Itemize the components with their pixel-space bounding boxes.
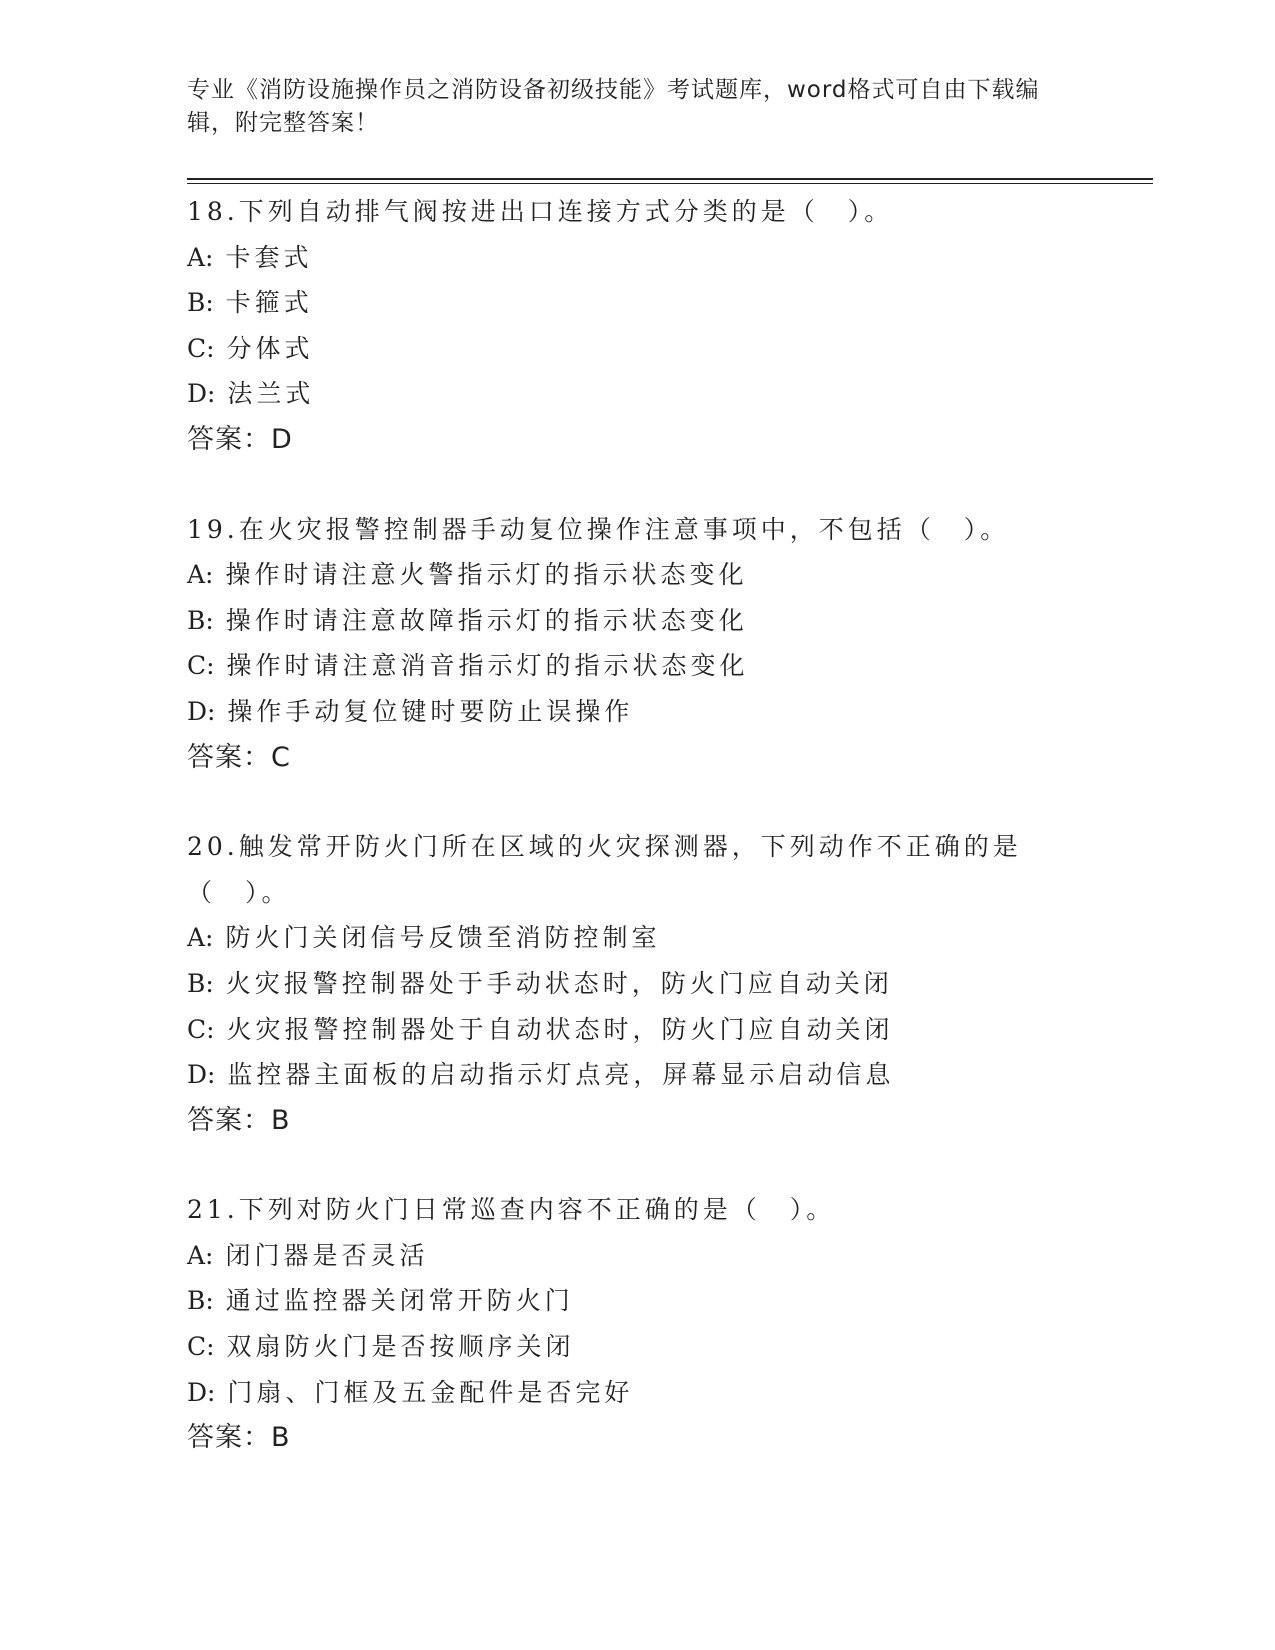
option-text: 火灾报警控制器处于手动状态时，防火门应自动关闭 — [225, 968, 893, 998]
option-c — [187, 1007, 1087, 1053]
option-key: C: — [187, 1014, 215, 1044]
option-text: 防火门关闭信号反馈至消防控制室 — [225, 923, 661, 953]
option-text: 双扇防火门是否按顺序关闭 — [226, 1332, 575, 1362]
option-text: 卡箍式 — [225, 288, 313, 318]
answer-line: 答案：C — [187, 741, 291, 773]
option-key: A: — [187, 1240, 214, 1270]
option-d — [187, 1370, 1087, 1416]
document-header: 专业《消防设施操作员之消防设备初级技能》考试题库，word格式可自由下载编辑，附完整答案！ — [187, 77, 1040, 136]
question-list — [187, 189, 1087, 1505]
answer-line: 答案：B — [187, 1104, 291, 1136]
option-key: D: — [187, 1377, 216, 1407]
option-c — [187, 326, 1087, 372]
option-b — [187, 961, 1087, 1007]
option-key: B: — [187, 288, 214, 318]
option-text: 操作时请注意故障指示灯的指示状态变化 — [225, 605, 748, 635]
header-divider-thick — [187, 178, 1153, 180]
option-text: 监控器主面板的启动指示灯点亮，屏幕显示启动信息 — [227, 1060, 895, 1090]
option-d — [187, 371, 1087, 417]
question-21 — [187, 1187, 1087, 1461]
option-c — [187, 643, 1087, 689]
question-stem: 18.下列自动排气阀按进出口连接方式分类的是（ ）。 — [187, 197, 894, 226]
option-text: 门扇、门框及五金配件是否完好 — [227, 1377, 634, 1407]
option-a — [187, 915, 1087, 961]
option-b — [187, 1278, 1087, 1324]
option-key: A: — [187, 242, 214, 272]
option-text: 火灾报警控制器处于自动状态时，防火门应自动关闭 — [226, 1014, 894, 1044]
option-d — [187, 689, 1087, 735]
option-key: D: — [187, 379, 216, 409]
option-key: A: — [187, 560, 214, 590]
question-19 — [187, 507, 1087, 781]
option-text: 分体式 — [226, 333, 314, 363]
option-key: B: — [187, 605, 214, 635]
option-text: 卡套式 — [225, 242, 313, 272]
option-key: D: — [187, 696, 216, 726]
option-a — [187, 235, 1087, 281]
option-key: B: — [187, 1286, 214, 1316]
option-key: C: — [187, 651, 215, 681]
option-c — [187, 1324, 1087, 1370]
option-b — [187, 280, 1087, 326]
option-a — [187, 1233, 1087, 1279]
option-key: C: — [187, 1332, 215, 1362]
question-stem: 20.触发常开防火门所在区域的火灾探测器，下列动作不正确的是（ ）。 — [187, 832, 1022, 907]
option-key: D: — [187, 1060, 216, 1090]
answer-line: 答案：D — [187, 423, 293, 455]
option-d — [187, 1052, 1087, 1098]
question-18 — [187, 189, 1087, 463]
option-text: 通过监控器关闭常开防火门 — [225, 1286, 574, 1316]
header-divider-thin — [187, 183, 1153, 184]
option-key: B: — [187, 968, 214, 998]
option-text: 法兰式 — [227, 379, 315, 409]
option-text: 闭门器是否灵活 — [225, 1240, 429, 1270]
option-key: C: — [187, 333, 215, 363]
option-text: 操作时请注意消音指示灯的指示状态变化 — [226, 651, 749, 681]
question-stem: 21.下列对防火门日常巡查内容不正确的是（ ）。 — [187, 1195, 836, 1225]
option-b — [187, 598, 1087, 644]
option-a — [187, 552, 1087, 598]
option-text: 操作手动复位键时要防止误操作 — [227, 696, 634, 726]
option-text: 操作时请注意火警指示灯的指示状态变化 — [225, 560, 748, 590]
question-stem: 19.在火灾报警控制器手动复位操作注意事项中，不包括（ ）。 — [187, 514, 1010, 544]
option-key: A: — [187, 923, 214, 953]
answer-line: 答案：B — [187, 1422, 291, 1454]
question-20 — [187, 824, 1087, 1143]
